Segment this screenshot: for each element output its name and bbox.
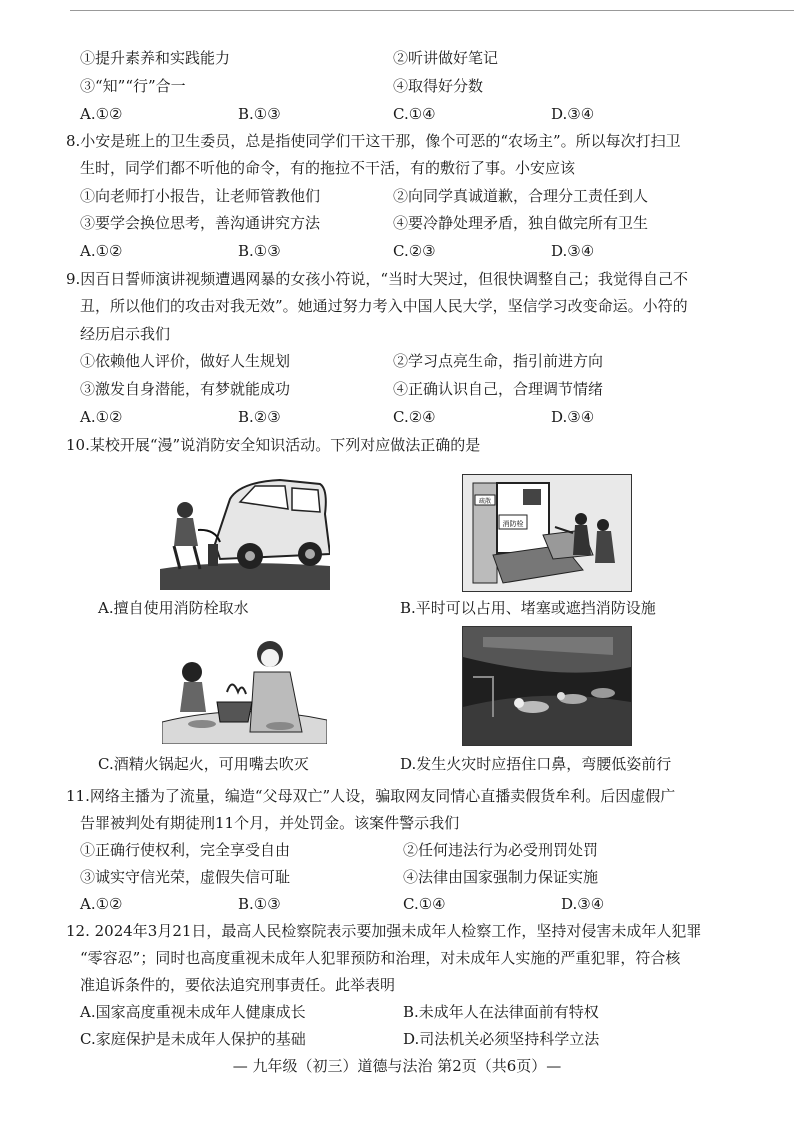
q7-option-3: ③“知”“行”合一 <box>80 77 186 95</box>
cartoon-c-hotpot-image <box>162 632 327 744</box>
q12-choice-d: D.司法机关必须坚持科学立法 <box>403 1030 600 1048</box>
q9-option-3: ③激发自身潜能，有梦就能成功 <box>80 380 291 398</box>
q8-option-3: ③要学会换位思考，善沟通讲究方法 <box>80 214 321 232</box>
caption-d: D.发生火灾时应捂住口鼻，弯腰低姿前行 <box>400 755 672 773</box>
q9-choice-b: B.②③ <box>238 408 281 426</box>
q8-option-1: ①向老师打小报告，让老师管教他们 <box>80 187 321 205</box>
q9-choice-d: D.③④ <box>551 408 595 426</box>
q7-option-1: ①提升素养和实践能力 <box>80 49 231 67</box>
q9-option-2: ②学习点亮生命，指引前进方向 <box>393 352 604 370</box>
caption-b: B.平时可以占用、堵塞或遮挡消防设施 <box>400 599 656 617</box>
q9-stem-line-1: 9.因百日誓师演讲视频遭遇网暴的女孩小符说，“当时大哭过，但很快调整自己；我觉得自己不 <box>66 270 688 288</box>
q8-choice-c: C.②③ <box>393 242 436 260</box>
q10-stem: 10.某校开展“漫”说消防安全知识活动。下列对应做法正确的是 <box>66 436 481 454</box>
q11-choice-a: A.①② <box>80 895 123 913</box>
q12-stem-line-2: “零容忍”；同时也高度重视未成年人犯罪预防和治理，对未成年人实施的严重犯罪，符合核 <box>80 949 681 967</box>
q12-choice-a: A.国家高度重视未成年人健康成长 <box>80 1003 306 1021</box>
page-footer: — 九年级（初三）道德与法治 第2页（共6页）— <box>232 1057 562 1075</box>
q11-option-2: ②任何违法行为必受刑罚处罚 <box>403 841 599 859</box>
q11-choice-d: D.③④ <box>561 895 605 913</box>
q12-choice-c: C.家庭保护是未成年人保护的基础 <box>80 1030 306 1048</box>
q7-choice-b: B.①③ <box>238 105 281 123</box>
q12-stem-line-1: 12. 2024年3月21日，最高人民检察院表示要加强未成年人检察工作，坚持对侵害未成年人犯罪 <box>66 922 702 940</box>
top-rule <box>70 10 794 11</box>
fire-hydrant-sign: 消防栓 <box>502 520 524 528</box>
evacuation-sign: 疏散 <box>478 498 492 505</box>
q8-stem-line-2: 生时，同学们都不听他的命令，有的拖拉不干活，有的敷衍了事。小安应该 <box>80 159 576 177</box>
caption-a: A.擅自使用消防栓取水 <box>98 599 249 617</box>
q9-option-1: ①依赖他人评价，做好人生规划 <box>80 352 291 370</box>
q12-choice-b: B.未成年人在法律面前有特权 <box>403 1003 599 1021</box>
q7-choice-a: A.①② <box>80 105 123 123</box>
q8-choice-a: A.①② <box>80 242 123 260</box>
q9-option-4: ④正确认识自己，合理调节情绪 <box>393 380 604 398</box>
q7-choice-d: D.③④ <box>551 105 595 123</box>
q9-choice-c: C.②④ <box>393 408 436 426</box>
q11-option-1: ①正确行使权利，完全享受自由 <box>80 841 291 859</box>
caption-c: C.酒精火锅起火，可用嘴去吹灭 <box>98 755 309 773</box>
q7-option-2: ②听讲做好笔记 <box>393 49 499 67</box>
q11-stem-line-1: 11.网络主播为了流量，编造“父母双亡”人设，骗取网友同情心直播卖假货牟利。后因虚假广 <box>66 787 676 805</box>
q9-stem-line-2: 丑，所以他们的攻击对我无效”。她通过努力考入中国人民大学，坚信学习改变命运。小符的 <box>80 297 688 315</box>
q7-choice-c: C.①④ <box>393 105 436 123</box>
q11-option-3: ③诚实守信光荣，虚假失信可耻 <box>80 868 291 886</box>
q8-option-4: ④要冷静处理矛盾，独自做完所有卫生 <box>393 214 649 232</box>
q11-choice-b: B.①③ <box>238 895 281 913</box>
q8-stem-line-1: 8.小安是班上的卫生委员，总是指使同学们干这干那，像个可恶的“农场主”。所以每次打扫卫 <box>66 132 681 150</box>
q12-stem-line-3: 准追诉条件的，要依法追究刑事责任。此举表明 <box>80 976 396 994</box>
q11-stem-line-2: 告罪被判处有期徒刑11个月，并处罚金。该案件警示我们 <box>80 814 460 832</box>
q9-stem-line-3: 经历启示我们 <box>80 325 171 343</box>
cartoon-b-blocked-facility-image <box>462 474 632 592</box>
cartoon-a-hydrant-image <box>160 474 330 590</box>
q9-choice-a: A.①② <box>80 408 123 426</box>
q8-choice-b: B.①③ <box>238 242 281 260</box>
q8-option-2: ②向同学真诚道歉，合理分工责任到人 <box>393 187 649 205</box>
q8-choice-d: D.③④ <box>551 242 595 260</box>
cartoon-d-evacuation-image <box>462 626 632 746</box>
q11-option-4: ④法律由国家强制力保证实施 <box>403 868 599 886</box>
q7-option-4: ④取得好分数 <box>393 77 484 95</box>
q11-choice-c: C.①④ <box>403 895 446 913</box>
